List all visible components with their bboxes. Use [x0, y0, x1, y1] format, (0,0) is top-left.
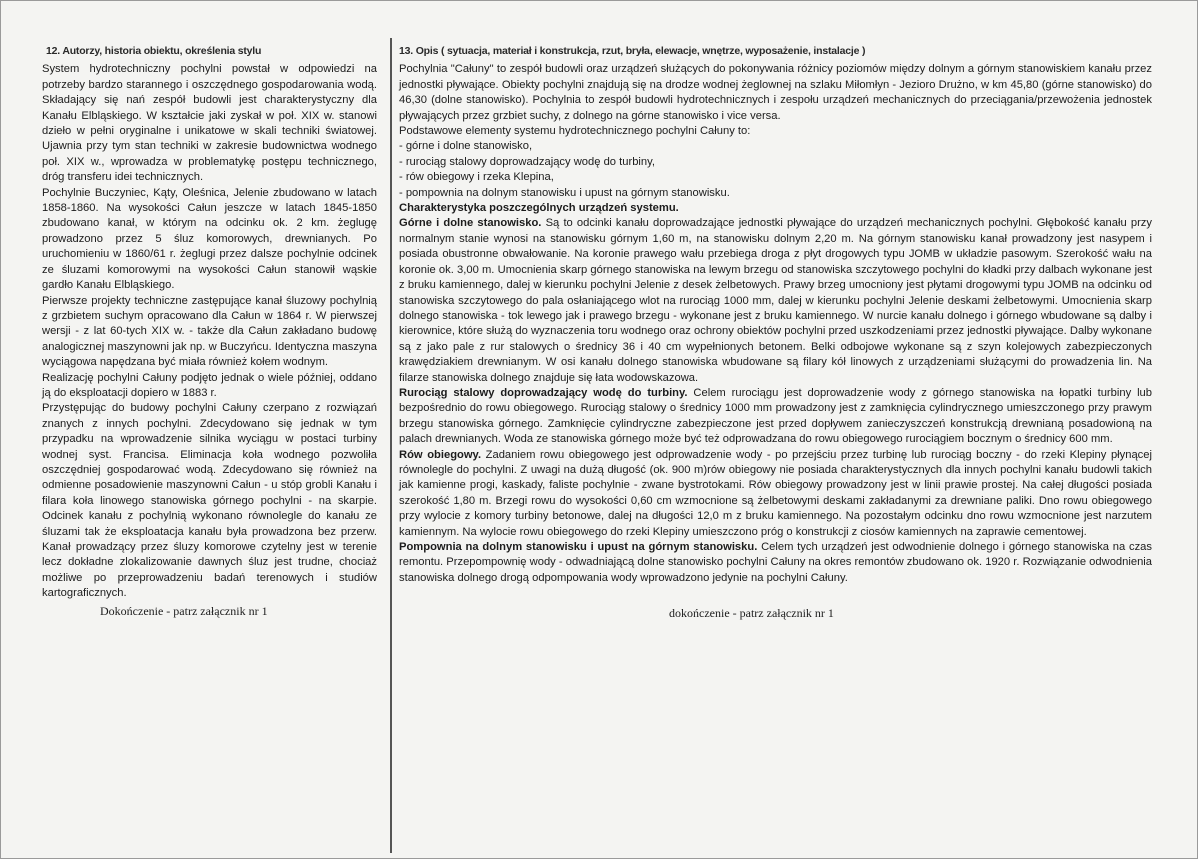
section-paragraph — [399, 448, 1152, 540]
section-paragraph — [399, 386, 1152, 448]
characteristics-heading: Charakterystyka poszczególnych urządzeń systemu. — [399, 202, 679, 215]
section-title: Górne i dolne stanowisko. — [399, 217, 542, 230]
left-paragraph: Pochylnie Buczyniec, Kąty, Oleśnica, Jelenie zbudowano w latach 1858-1860. Na wysokości Całun jeszcze w latach 1845-1850 zbudowano kanał, w którym na odcinku ok. 2 km. żeglugę prowadzono przez 5 śluz komorowych, drewnianych. Po uruchomieniu w 1860/61 r. żeglugi przez dalsze pochylnie odcinek ze śluzami komorowymi na wysokości Całun stanowił wąskie gardło Kanału Elbląskiego. — [42, 186, 377, 292]
section-title: Rów obiegowy. — [399, 448, 482, 461]
section-paragraph — [399, 540, 1152, 586]
element-list-item: - rurociąg stalowy doprowadzający wodę do turbiny, — [399, 155, 655, 168]
section-text: Celem tych urządzeń jest odwodnienie dolnego i górnego stanowiska na czas remontu. Przepompownię wody - odwadniającą dolne stanowisko pochylni Całuny na okres remontów zbudowano ok. 1920 r. Rozwiązanie odwodnienia stanowiska dolnego drogą odpompowania wody wprowadzono jedynie na pochylni Całuny. — [399, 541, 1152, 584]
section-text: Celem rurociągu jest doprowadzenie wody z górnego stanowiska na łopatki turbiny lub bezpośrednio do rowu obiegowego. Rurociąg stalowy o średnicy 1000 mm prowadzony jest z zamknięcia cylindrycznego umieszczonego przy prawym brzegu stanowiska górnego. Zamknięcie cylindryczne zabezpieczone jest przed dopływem zanieczyszczeń konstrukcją drewnianą posadowioną na palach drewnianych. Woda ze stanowiska górnego może być też odprowadzana do rowu obiegowego rurociągiem bocznym o średnicy 600 mm. — [399, 386, 1152, 446]
left-paragraph: Realizację pochylni Całuny podjęto jednak o wiele później, oddano ją do eksploatacji dopiero w 1883 r. — [42, 371, 377, 399]
element-list-item: - rów obiegowy i rzeka Klepina, — [399, 171, 554, 184]
section-title: Pompownia na dolnym stanowisku i upust na górnym stanowisku. — [399, 541, 758, 553]
right-column — [399, 40, 1152, 622]
element-list-item: - pompownia na dolnym stanowisku i upust na górnym stanowisku. — [399, 186, 730, 199]
section-13-heading: 13. Opis ( sytuacja, materiał i konstrukcja, rzut, bryła, elewacje, wnętrze, wyposażenie, instalacje ) — [399, 45, 866, 57]
left-paragraph: System hydrotechniczny pochylni powstał w odpowiedzi na potrzeby bardzo starannego i oszczędnego gospodarowania wodą. Składający się nań zespół budowli jest charakterystyczny dla Kanału Elbląskiego. W kształcie jaki zyskał w poł. XIX w. stanowi dzieło w pełni oryginalne i unikatowe w skali techniki światowej. Ujawnia przy tym stan techniki w zakresie budownictwa wodnego poł. XIX w., wprowadza w problematykę postępu technicznego, dróg transferu idei technicznych. — [42, 63, 377, 184]
left-paragraph: Pierwsze projekty techniczne zastępujące kanał śluzowy pochylnią z grzbietem suchym opracowano dla Całun w 1864 r. W pierwszej wersji - z lat 60-tych XIX w. - także dla Całun zakładano budowę analogicznej maszynowni jak np. w Buczyńcu. Identyczna maszyna wyciągowa napędzana być miała również kołem wodnym. — [42, 294, 377, 369]
column-divider — [390, 38, 392, 853]
elements-intro: Podstawowe elementy systemu hydrotechnicznego pochylni Całuny to: — [399, 125, 751, 138]
section-text: Zadaniem rowu obiegowego jest odprowadzenie wody - po przejściu przez turbinę lub rurociąg boczny - do rzeki Klepiny płynącej równolegle do pochylni. Z uwagi na dużą długość (ok. 900 m)rów obiegowy nie posiada charakterystycznych dla innych pochylni kanału budowli takich jak kamienne progi, kaskady, faliste pochylnie - zwane bystrotokami. Rów obiegowy prowadzony jest w linii prawie prostej. Na całej długości posiada szerokość 1,80 m. Brzegi rowu do wysokości 0,60 cm wzmocnione są żelbetowymi deskami zakładanymi za drewniane paliki. Dno rowu obiegowego przy wylocie z komory turbiny betonowe, dalej na długości 12,0 m z bruku kamiennego. Na pozostałym odcinku dno rowu wzmocnione jest narzutem kamiennym. Na wylocie rowu obiegowego do rzeki Klepiny umieszczono próg o konstrukcji z ciosów kamiennych na zaprawie cementowej. — [399, 448, 1152, 538]
section-text: Są to odcinki kanału doprowadzające jednostki pływające do urządzeń mechanicznych pochylni. Głębokość kanału przy normalnym stanie wynosi na stanowisku górnym 1,60 m, na stanowisku dolnym 2,20 m. Na górnym stanowisku kanał prowadzony jest nasypem i posiada obustronne obwałowanie. Na koronie prawego wału przebiega droga z płyt drogowych typu JOMB w układzie pasowym. Szerokość wału na koronie ok. 3,00 m. Umocnienia skarp górnego stanowiska na lewym brzegu od stanowiska szczytowego pochylni do kładki przy dalbach wykonane jest z bruku kamiennego, dalej w kierunku pochylni Jelenie z desek żelbetowych. Prawy brzeg umocniony jest płytami drogowymi typu JOMB na odcinku od stanowiska szczytowego do pala osłaniającego wlot na rurociąg 1000 mm, dalej w kierunku pochylni Jelenie deskami żelbetowymi. Umocnienia skarp dolnego stanowiska - tok lewego jak i prawego brzegu - wykonane jest z bruku kamiennego. W nurcie kanału dolnego i górnego wbudowane są dalby i kierownice, które służą do wyznaczenia toru wodnego oraz ochrony obiektów pochylni przed uszkodzeniami przez jednostki pływające. Dalby wykonane są z jako pale z rur stalowych o średnicy 36 i 40 cm wypełnionych betonem. Belki odbojowe wykonane są z szyn kolejowych zabezpieczonych krawędziakiem drewnianym. W osi kanału dolnego stanowiska wbudowane są filary kół linowych z urządzeniami służącymi do prowadzenia lin. Na filarze stanowiska dolnego znajduje się łata wodowskazowa. — [399, 217, 1152, 384]
left-column — [42, 40, 377, 619]
right-intro: Pochylnia "Całuny" to zespół budowli oraz urządzeń służących do pokonywania różnicy poziomów między dolnym a górnym stanowiskiem kanału przez jednostki pływające. Obiekty pochylni znajdują się na drodze wodnej żeglownej na szlaku Miłomłyn - Jezioro Drużno, w km 45,80 (górne stanowisko) do 46,30 (dolne stanowisko). Pochylnia to zespół budowli hydrotechnicznych i zespołu urządzeń mechanicznych do przeciągania/przewożenia jednostek pływających przez grzbiet suchy, z dolnego na górne stanowisko i vice versa. — [399, 63, 1152, 122]
left-paragraph: Przystępując do budowy pochylni Całuny czerpano z rozwiązań znanych z innych pochylni. Zdecydowano się jednak w tym przypadku na wprowadzenie silnika wyciągu w postaci turbiny wodnej syst. Francisa. Eliminacja koła wodnego pozwoliła oszczędniej gospodarować wodą. Zdecydowano się również na odmienne posadowienie maszynowni Całun - u stóp grobli Kanału i filara koła linowego stanowiska górnego pochylni - na skarpie. Odcinek kanału z pochylnią wykonano równolegle do kanału ze śluzami tak że eksploatacja kanału była prowadzona bez przerw. Kanał prowadzący przez śluzy komorowe czytelny jest w terenie lecz dokładne zlokalizowanie dawnych śluz jest trudne, chociaż możliwe po przeprowadzeniu badań terenowych i studiów kartograficznych. — [42, 402, 377, 600]
right-closing-note: dokończenie - patrz załącznik nr 1 — [669, 606, 834, 621]
section-paragraph — [399, 216, 1152, 385]
element-list-item: - górne i dolne stanowisko, — [399, 140, 533, 153]
section-title: Rurociąg stalowy doprowadzający wodę do turbiny. — [399, 386, 688, 399]
section-12-heading: 12. Autorzy, historia obiektu, określenia stylu — [46, 45, 262, 57]
left-closing-note: Dokończenie - patrz załącznik nr 1 — [100, 603, 268, 618]
